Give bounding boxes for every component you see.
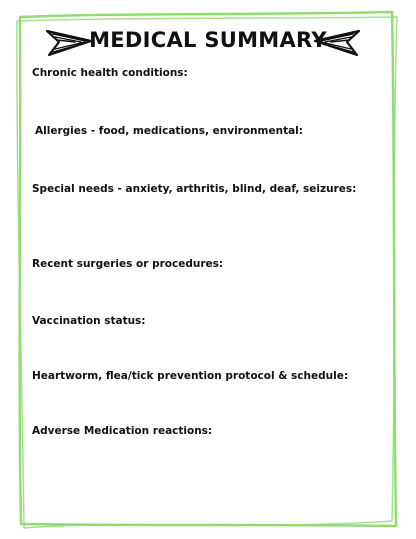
right-arrow-scribble-icon xyxy=(311,25,361,59)
special-needs-label: Special needs - anxiety, arthritis, blind, deaf, seizures: xyxy=(32,183,357,195)
recent-surgeries-label: Recent surgeries or procedures: xyxy=(32,258,224,270)
vaccination-status-label: Vaccination status: xyxy=(32,315,146,327)
page-title: MEDICAL SUMMARY xyxy=(89,28,327,52)
parasite-prevention-label: Heartworm, flea/tick prevention protocol & schedule: xyxy=(32,370,349,382)
allergies-label: Allergies - food, medications, environmental: xyxy=(35,125,303,137)
adverse-reactions-label: Adverse Medication reactions: xyxy=(32,425,213,437)
chronic-conditions-label: Chronic health conditions: xyxy=(32,67,188,79)
